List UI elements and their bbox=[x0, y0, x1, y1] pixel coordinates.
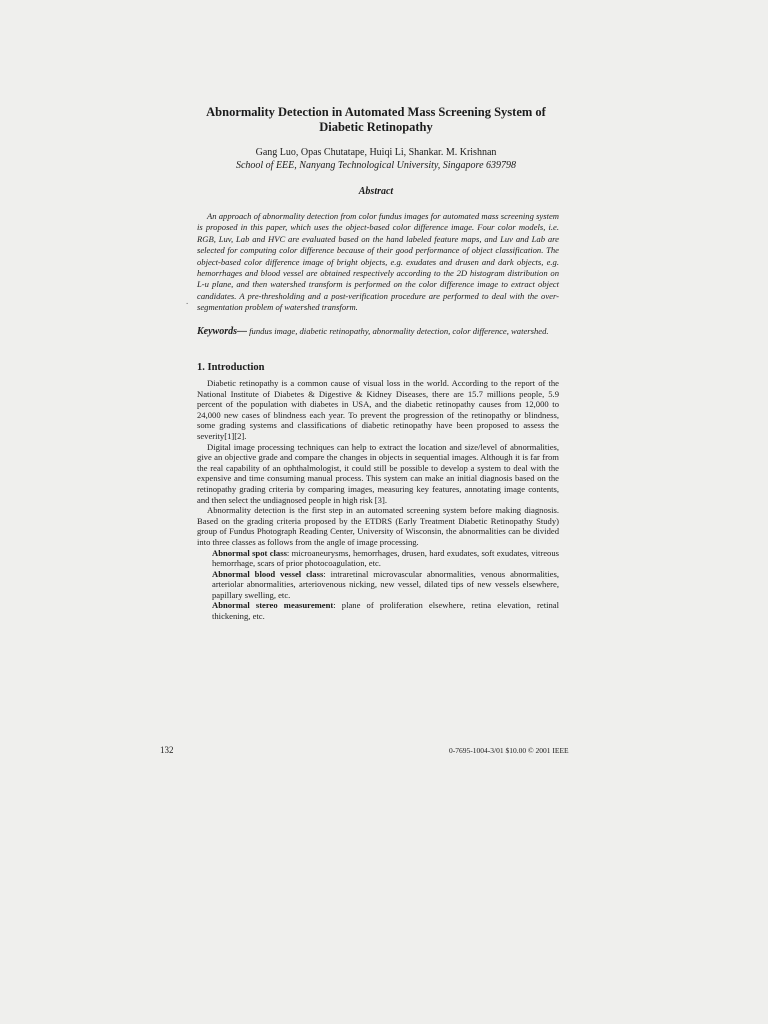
class-text: : intraretinal microvascular abnormalities, venous abnormalities, arteriolar abnormalities, arteriovenous nicking, new vessel, dilated tips of new vessels elsewhere, papillary swelling, etc. bbox=[212, 568, 559, 600]
list-item bbox=[197, 548, 559, 569]
abstract-text: An approach of abnormality detection from color fundus images for automated mass screening system is proposed in this paper, which uses the object-based color difference image. Four color models, i.e. RGB, Luv, Lab and HVC are evaluated based on the hand labeled feature maps, and Luv and Lab are selected for computing color difference because of their good performance of object classification. The object-based color difference image of bright objects, e.g. exudates and drusen and dark objects, e.g. hemorrhages and blood vessel are obtained respectively according to the 2D histogram distribution on L-u plane, and then watershed transform is performed on the color difference image to extract object candidates. A pre-thresholding and a post-verification procedure are performed to deal with the over-segmentation problem of watershed transform. bbox=[197, 211, 559, 313]
keywords-label: Keywords— bbox=[197, 326, 247, 337]
keywords bbox=[197, 326, 559, 337]
section-heading-introduction: 1. Introduction bbox=[197, 362, 265, 373]
margin-mark: . bbox=[186, 296, 189, 306]
list-item bbox=[197, 600, 559, 621]
authors: Gang Luo, Opas Chutatape, Huiqi Li, Shankar. M. Krishnan bbox=[255, 147, 497, 158]
paragraph: Abnormality detection is the first step in an automated screening system before making diagnosis. Based on the grading criteria proposed by the ETDRS (Early Treatment Diabetic Retinopathy Study) group of Fundus Photograph Reading Center, University of Wisconsin, the abnormalities can be divided into three classes as follows from the angle of image processing. bbox=[197, 505, 559, 547]
affiliation: School of EEE, Nanyang Technological University, Singapore 639798 bbox=[235, 159, 517, 171]
copyright-notice: 0-7695-1004-3/01 $10.00 © 2001 IEEE bbox=[449, 746, 569, 755]
class-head: Abnormal blood vessel class bbox=[212, 568, 324, 579]
title-line-2: Diabetic Retinopathy bbox=[319, 120, 433, 134]
abstract-heading: Abstract bbox=[358, 186, 394, 197]
class-text: : plane of proliferation elsewhere, retina elevation, retinal thickening, etc. bbox=[212, 600, 559, 622]
page-number: 132 bbox=[160, 745, 174, 755]
class-text: : microaneurysms, hemorrhages, drusen, hard exudates, soft exudates, vitreous hemorrhage, scars of prior photocoagulation, etc. bbox=[212, 547, 559, 569]
author-block bbox=[160, 147, 592, 172]
title-line-1: Abnormality Detection in Automated Mass Screening System of bbox=[206, 105, 546, 119]
keywords-text: fundus image, diabetic retinopathy, abnormality detection, color difference, watershed. bbox=[247, 326, 549, 336]
class-head: Abnormal stereo measurement bbox=[212, 600, 334, 611]
paragraph: Digital image processing techniques can help to extract the location and size/level of abnormalities, give an objective grade and compare the changes in objects in sequential images. Although it is far from the real capability of an ophthalmologist, it could still be possible to develop a system to deal with the expensive and time consuming manual process. This system can make an initial diagnosis based on the retinopathy grading criteria by comparing images, measuring key features, annotating image contents, and then select the undiagnosed people in high risk [3]. bbox=[197, 441, 559, 505]
introduction-body bbox=[197, 378, 559, 622]
paragraph: Diabetic retinopathy is a common cause of visual loss in the world. According to the report of the National Institute of Diabetes & Digestive & Kidney Diseases, there are 15.7 millions people, 5.9 percent of the population with diabetes in USA, and the diabetic retinopathy causes from 12,000 to 24,000 new cases of blindness each year. To prevent the progression of the retinopathy or blindness, some grading systems and classifications of diabetic retinopathy have been proposed to assess the severity[1][2]. bbox=[197, 378, 559, 441]
class-head: Abnormal spot class bbox=[212, 547, 287, 558]
paper-title bbox=[180, 105, 572, 135]
list-item bbox=[197, 569, 559, 601]
